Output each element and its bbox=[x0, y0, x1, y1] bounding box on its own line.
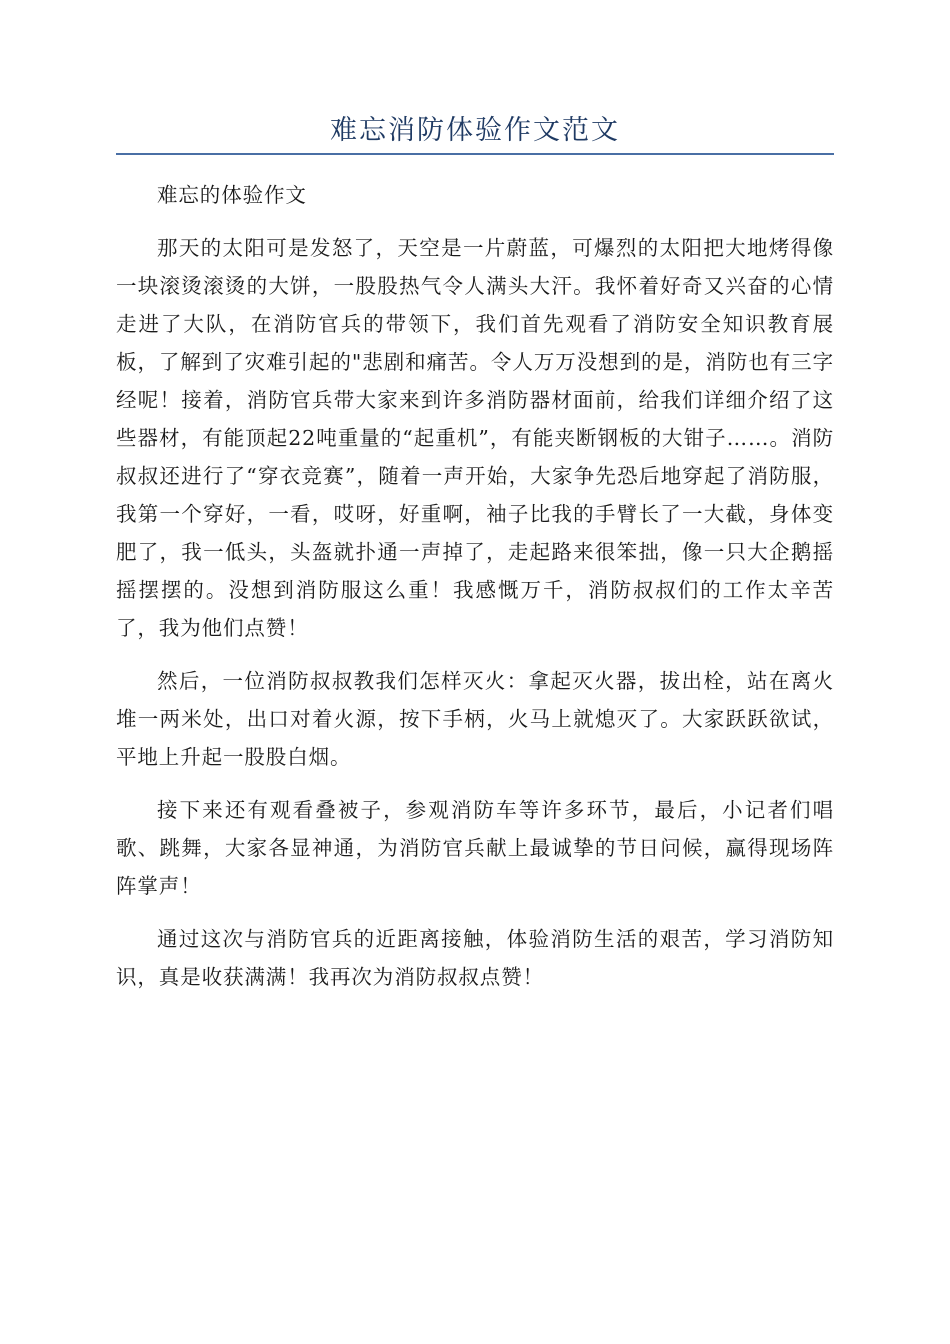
paragraph-3: 接下来还有观看叠被子，参观消防车等许多环节，最后，小记者们唱歌、跳舞，大家各显神通，为消防官兵献上最诚挚的节日问候，赢得现场阵阵掌声！ bbox=[116, 798, 834, 898]
paragraph-1: 那天的太阳可是发怒了，天空是一片蔚蓝，可爆烈的太阳把大地烤得像一块滚烫滚烫的大饼，一股股热气令人满头大汗。我怀着好奇又兴奋的心情走进了大队，在消防官兵的带领下，我们首先观看了消防安全知识教育展板，了解到了灾难引起的"悲剧和痛苦。令人万万没想到的是，消防也有三字经呢！接着，消防官兵带大家来到许多消防器材面前，给我们详细介绍了这些器材，有能顶起22吨重量的“起重机”，有能夹断钢板的大钳子……。消防叔叔还进行了“穿衣竞赛”，随着一声开始，大家争先恐后地穿起了消防服，我第一个穿好，一看，哎呀，好重啊，袖子比我的手臂长了一大截，身体变肥了，我一低头，头盔就扑通一声掉了，走起路来很笨拙，像一只大企鹅摇摇摆摆的。没想到消防服这么重！我感慨万千，消防叔叔们的工作太辛苦了，我为他们点赞！ bbox=[116, 236, 834, 640]
document-title: 难忘消防体验作文范文 bbox=[330, 115, 620, 146]
title-underline bbox=[116, 153, 834, 155]
paragraph-2: 然后，一位消防叔叔教我们怎样灭火：拿起灭火器，拔出栓，站在离火堆一两米处，出口对着火源，按下手柄，火马上就熄灭了。大家跃跃欲试，平地上升起一股股白烟。 bbox=[116, 669, 834, 769]
paragraph-4: 通过这次与消防官兵的近距离接触，体验消防生活的艰苦，学习消防知识，真是收获满满！我再次为消防叔叔点赞！ bbox=[116, 927, 834, 989]
paragraph-subtitle: 难忘的体验作文 bbox=[157, 183, 307, 207]
document-body bbox=[116, 176, 834, 996]
